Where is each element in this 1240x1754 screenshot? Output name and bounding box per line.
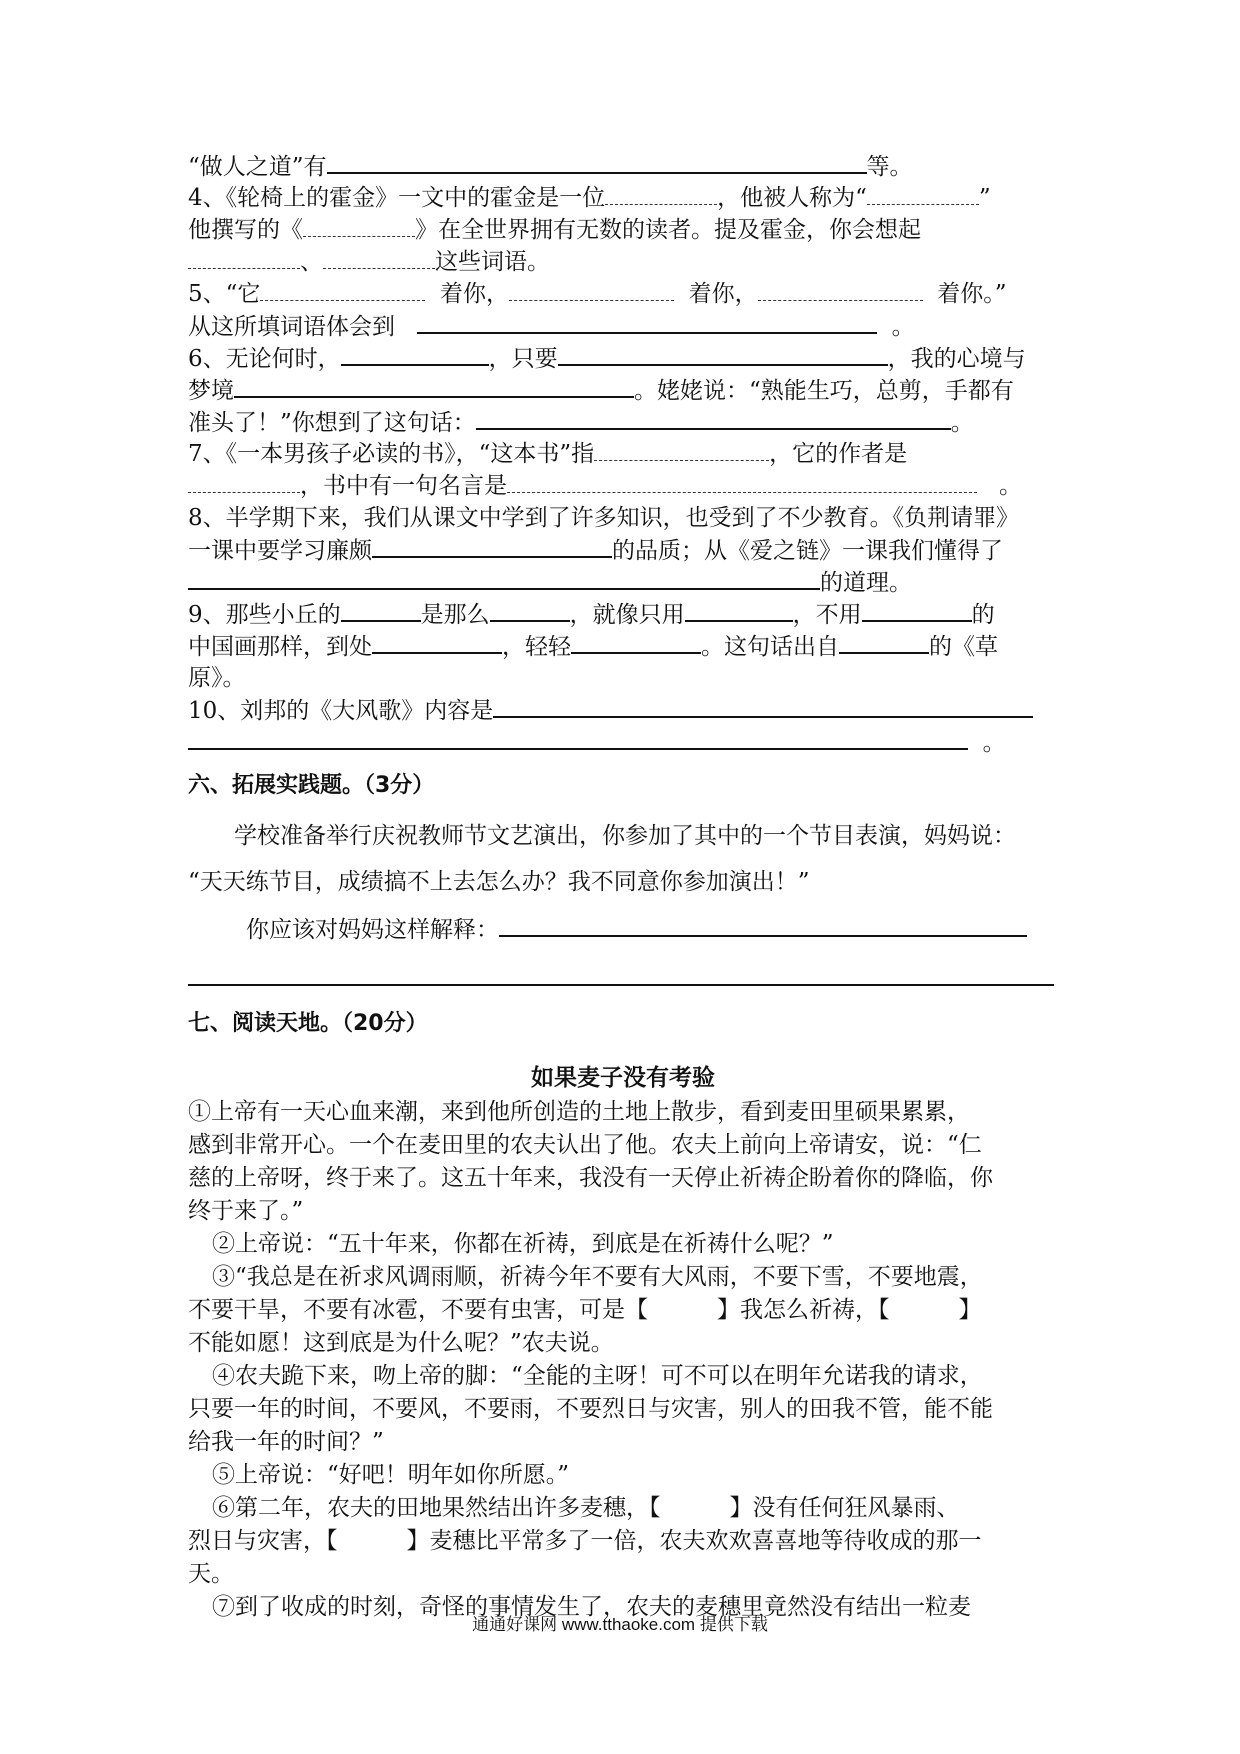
q9-text: 是那么	[420, 602, 490, 628]
question-7-line-1	[188, 438, 1058, 470]
q9-text: ，就像只用	[569, 602, 685, 628]
passage-line: 感到非常开心。一个在麦田里的农夫认出了他。农夫上前向上帝请安，说：“仁	[188, 1132, 982, 1158]
question-8-line-1	[188, 502, 1058, 534]
answer-blank[interactable]	[594, 438, 769, 461]
q6-text: 准头了！”你想到了这句话：	[188, 410, 476, 436]
answer-blank[interactable]	[372, 630, 502, 654]
answer-blank[interactable]	[558, 342, 888, 366]
q6-text: 6、无论何时，	[188, 346, 341, 372]
q4-text: 》在全世界拥有无数的读者。提及霍金，你会想起	[415, 217, 921, 243]
answer-blank[interactable]	[188, 726, 968, 750]
q8-text: 一课中要学习廉颇	[188, 538, 372, 564]
passage-title: 如果麦子没有考验	[531, 1064, 715, 1091]
q4-text: ，他被人称为“	[717, 185, 867, 211]
q9-text: ，不用	[792, 602, 862, 628]
passage-line: ③“我总是在祈求风调雨顺，祈祷今年不要有大风雨，不要下雪，不要地震，	[212, 1264, 983, 1290]
question-4-line-3	[188, 246, 1058, 278]
q6-text: 。姥姥说：“熟能生巧，总剪，手都有	[634, 378, 1014, 404]
q6-text: 。	[950, 410, 974, 436]
passage-line: ⑥第二年，农夫的田地果然结出许多麦穗，【 】没有任何狂风暴雨、	[212, 1495, 960, 1521]
q6-text: ，我的心境与	[887, 346, 1026, 372]
answer-blank[interactable]	[417, 310, 877, 334]
passage	[188, 1096, 1058, 1624]
passage-line: 只要一年的时间，不要风，不要雨，不要烈日与灾害，别人的田我不管，能不能	[188, 1396, 993, 1422]
q9-text: 中国画那样，到处	[188, 634, 372, 660]
passage-line: ①上帝有一天心血来潮，来到他所创造的土地上散步，看到麦田里硕果累累，	[188, 1099, 970, 1125]
section-6-prompt: 学校准备举行庆祝教师节文艺演出，你参加了其中的一个节目表演，妈妈说：	[234, 823, 1016, 849]
section-6-heading: 六、拓展实践题。（3分）	[188, 773, 435, 798]
question-8-line-2	[188, 534, 1058, 566]
answer-blank[interactable]	[507, 470, 977, 493]
q7-text: ，它的作者是	[769, 441, 908, 467]
answer-blank[interactable]	[685, 598, 793, 622]
q5-text: 5、“它	[188, 281, 261, 307]
q3-prefix: “做人之道”有	[188, 154, 327, 180]
question-10-line-2	[188, 726, 1058, 758]
q9-text: 。这句话出自	[701, 634, 839, 660]
answer-blank[interactable]	[188, 246, 300, 269]
passage-line: 烈日与灾害，【 】麦穗比平常多了一倍，农夫欢欢喜喜地等待收成的那一	[188, 1528, 982, 1554]
q7-text: ，书中有一句名言是	[300, 473, 507, 499]
question-6-line-2	[188, 374, 1058, 406]
q4-text: ”	[978, 185, 991, 211]
answer-blank[interactable]	[867, 182, 979, 205]
q4-text: 这些词语。	[435, 249, 550, 275]
answer-blank[interactable]	[327, 150, 867, 174]
q9-text: 的	[971, 602, 995, 628]
section-6-answer-label: 你应该对妈妈这样解释：	[246, 917, 499, 943]
section-7-heading: 七、阅读天地。（20分）	[188, 1011, 428, 1036]
answer-blank[interactable]	[490, 598, 570, 622]
exam-page	[188, 150, 1058, 1624]
q9-text: 原》。	[188, 665, 246, 691]
q3-suffix: 等。	[866, 154, 913, 180]
q4-text: 4、《轮椅上的霍金》一文中的霍金是一位	[188, 185, 606, 211]
q7-text: 7、《一本男孩子必读的书》，“这本书”指	[188, 441, 595, 467]
answer-blank[interactable]	[605, 182, 717, 205]
answer-blank[interactable]	[303, 214, 415, 237]
q6-text: ，只要	[488, 346, 558, 372]
q10-text: 10、刘邦的《大风歌》内容是	[188, 698, 494, 724]
q5-text: 着你，	[688, 281, 758, 307]
answer-blank[interactable]	[758, 278, 923, 301]
q4-text: 他撰写的《	[188, 217, 303, 243]
answer-blank[interactable]	[234, 374, 634, 398]
q5-text: 着你。”	[937, 281, 1007, 307]
question-3-tail	[188, 150, 1058, 182]
q7-text: 。	[998, 473, 1022, 499]
answer-blank[interactable]	[372, 534, 612, 558]
question-5-line-2	[188, 310, 1058, 342]
q9-text: 9、那些小丘的	[188, 602, 341, 628]
question-4-line-1	[188, 182, 1058, 214]
q5-text: 从这所填词语体会到	[188, 314, 395, 340]
q6-text: 梦境	[188, 378, 234, 404]
answer-blank[interactable]	[493, 694, 1033, 718]
answer-blank[interactable]	[839, 630, 929, 654]
passage-line: ④农夫跪下来，吻上帝的脚：“全能的主呀！可不可以在明年允诺我的请求，	[212, 1363, 983, 1389]
passage-line: ②上帝说：“五十年来，你都在祈祷，到底是在祈祷什么呢？”	[212, 1231, 834, 1257]
question-8-line-3	[188, 566, 1058, 598]
section-6-answer-line	[188, 910, 1058, 950]
passage-line: ⑤上帝说：“好吧！明年如你所愿。”	[212, 1462, 570, 1488]
question-9-line-3	[188, 662, 1058, 694]
q8-text: 8、半学期下来，我们从课文中学到了许多知识，也受到了不少教育。《负荆请罪》	[188, 505, 1020, 531]
passage-line: 天。	[188, 1561, 234, 1587]
q8-text: 的道理。	[820, 570, 912, 596]
page-footer: 通通好课网 www.tthaoke.com 提供下载	[472, 1615, 768, 1634]
question-5-line-1	[188, 278, 1058, 310]
passage-line: 不要干旱，不要有冰雹，不要有虫害，可是【 】我怎么祈祷，【 】	[188, 1297, 982, 1323]
q5-text: 。	[891, 314, 915, 340]
answer-blank[interactable]	[323, 246, 435, 269]
q10-text: 。	[982, 730, 1006, 756]
passage-line: 不能如愿！这到底是为什么呢？”农夫说。	[188, 1330, 614, 1356]
answer-blank[interactable]	[476, 406, 951, 430]
answer-blank[interactable]	[341, 598, 421, 622]
q9-text: ，轻轻	[502, 634, 571, 660]
question-6-line-1	[188, 342, 1058, 374]
q8-text: 的品质；从《爱之链》一课我们懂得了	[612, 538, 1003, 564]
q4-text: 、	[300, 249, 323, 275]
question-6-line-3	[188, 406, 1058, 438]
question-4-line-2	[188, 214, 1058, 246]
question-9-line-2	[188, 630, 1058, 662]
question-9-line-1	[188, 598, 1058, 630]
passage-line: 终于来了。”	[188, 1198, 304, 1224]
passage-line: 给我一年的时间？”	[188, 1429, 384, 1455]
passage-line: 慈的上帝呀，终于来了。这五十年来，我没有一天停止祈祷企盼着你的降临，你	[188, 1165, 993, 1191]
answer-blank[interactable]	[862, 598, 972, 622]
answer-blank[interactable]	[499, 913, 1027, 937]
section-6-quote: “天天练节目，成绩搞不上去怎么办？我不同意你参加演出！”	[188, 869, 810, 895]
q5-text: 着你，	[440, 281, 510, 307]
q9-text: 的《草	[929, 634, 998, 660]
answer-blank[interactable]	[260, 278, 425, 301]
answer-blank[interactable]	[571, 630, 701, 654]
answer-blank[interactable]	[509, 278, 674, 301]
answer-blank[interactable]	[188, 566, 820, 590]
question-7-line-2	[188, 470, 1058, 502]
answer-blank[interactable]	[188, 470, 300, 493]
answer-blank[interactable]	[341, 342, 489, 366]
passage-line: ⑦到了收成的时刻，奇怪的事情发生了，农夫的麦穗里竟然没有结出一粒麦	[212, 1594, 971, 1620]
question-10-line-1	[188, 694, 1058, 726]
